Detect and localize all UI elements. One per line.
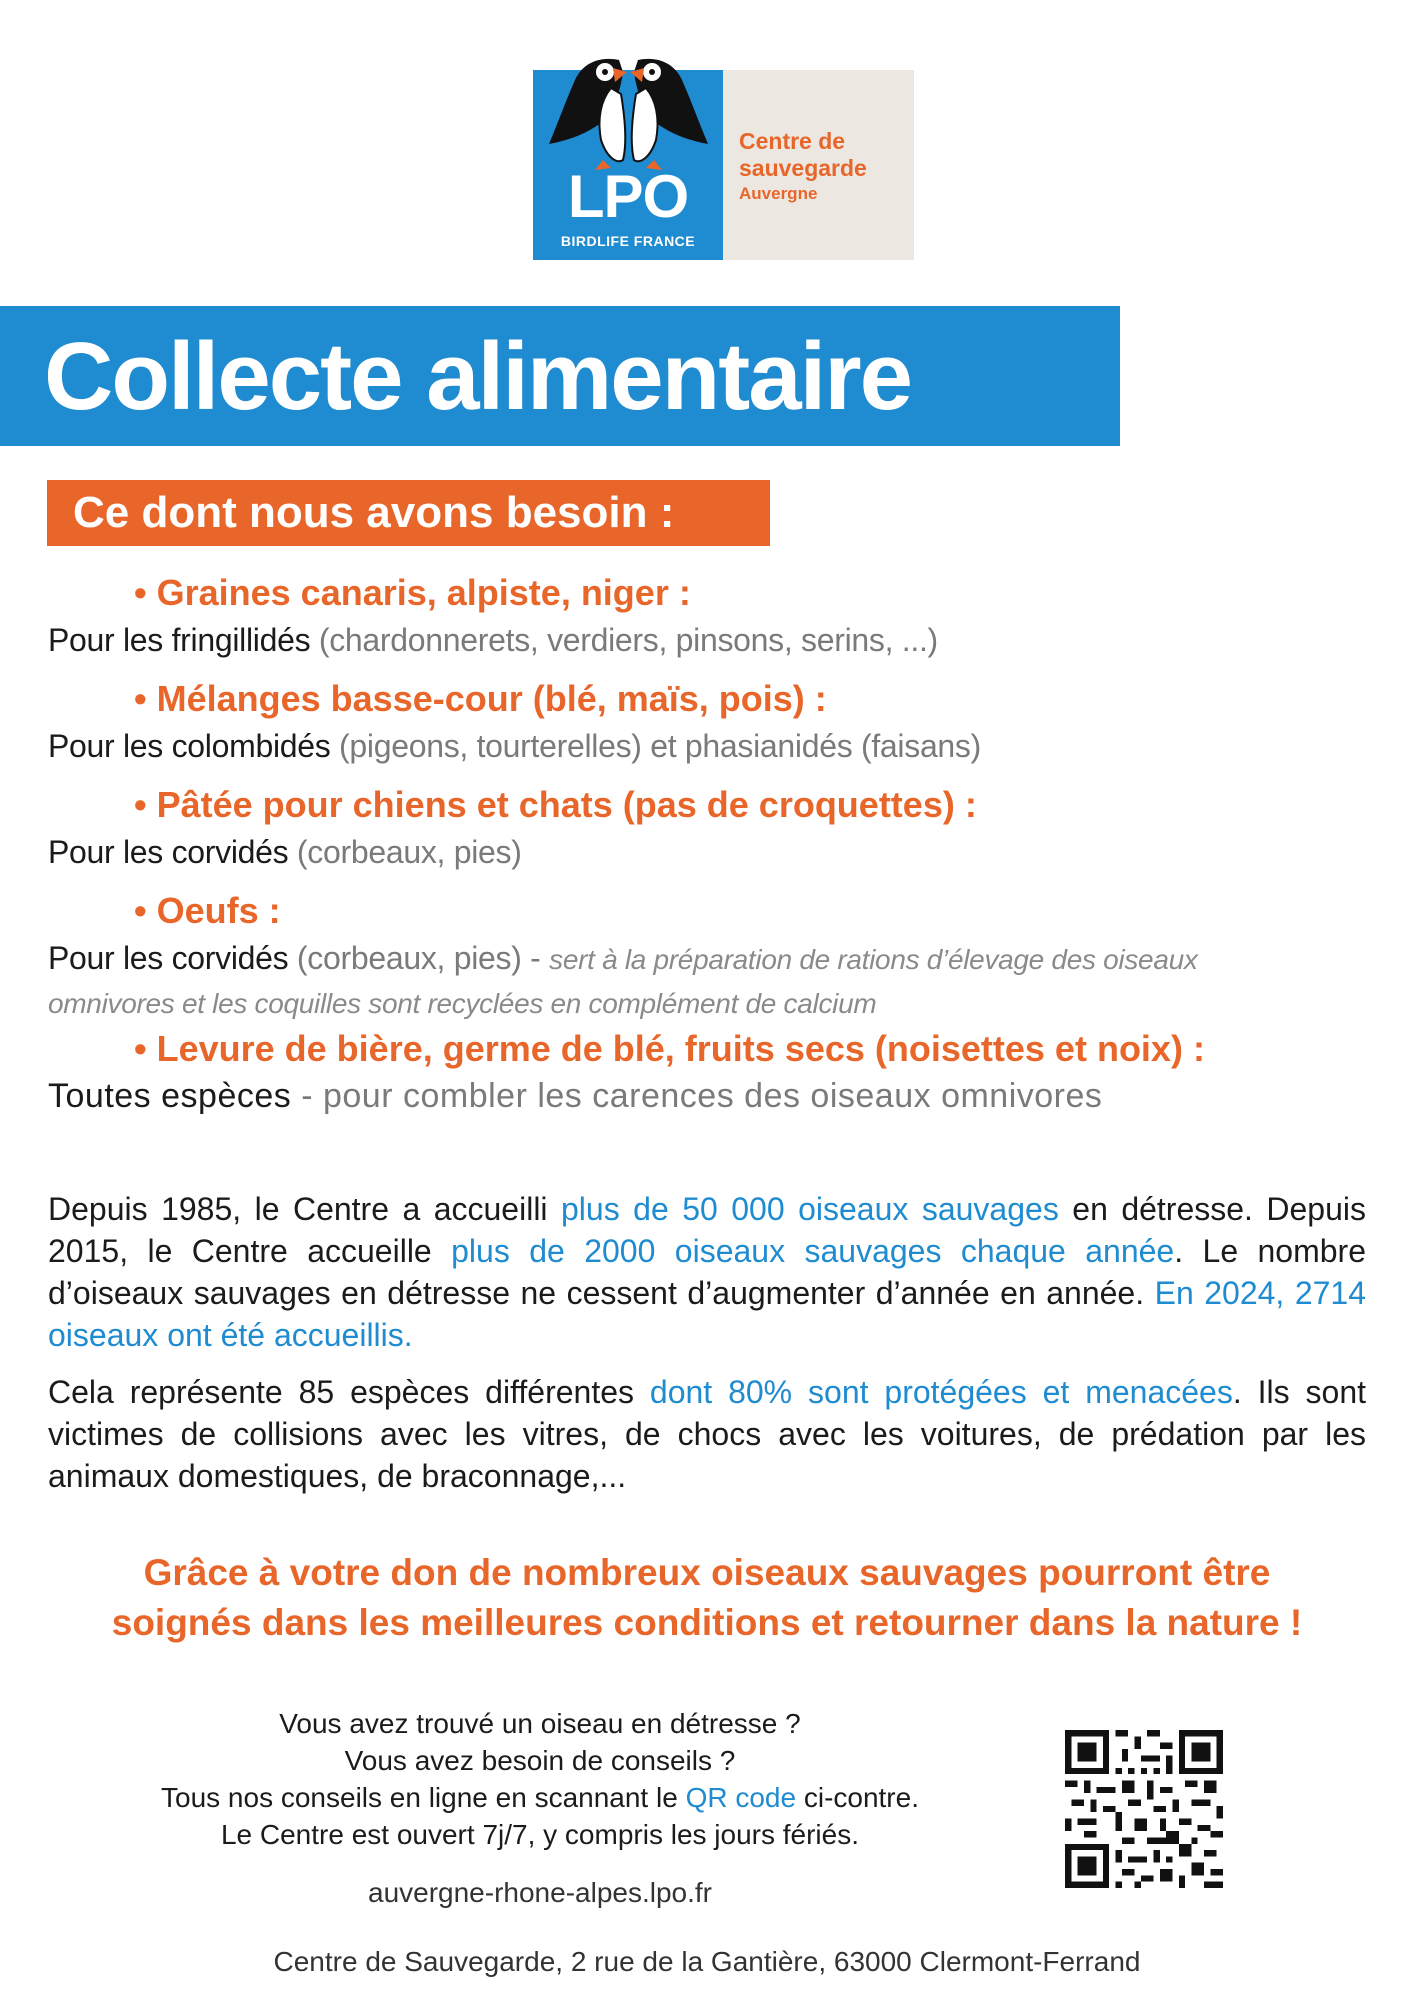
item-lead: Pour les corvidés xyxy=(48,834,289,870)
item-heading: • Levure de bière, germe de blé, fruits secs (noisettes et noix) : xyxy=(134,1028,1205,1069)
help-line1: Vous avez trouvé un oiseau en détresse ? xyxy=(279,1708,801,1739)
lpo-logo xyxy=(533,70,914,260)
website-link[interactable]: auvergne-rhone-alpes.lpo.fr xyxy=(368,1877,712,1908)
item-description xyxy=(48,938,1198,980)
help-line3-text: Tous nos conseils en ligne en scannant le xyxy=(161,1782,686,1813)
cta-line1: Grâce à votre don de nombreux oiseaux sauvages pourront être xyxy=(143,1552,1271,1593)
address: Centre de Sauvegarde, 2 rue de la Gantière, 63000 Clermont-Ferrand xyxy=(273,1946,1141,1977)
qr-code-icon[interactable] xyxy=(1065,1730,1223,1888)
species-text: . Ils sont victimes de collisions avec les vitres, de chocs avec les voitures, de prédation par les animaux domestiques, de braconnage,... xyxy=(48,1374,1367,1494)
history-highlight: plus de 50 000 oiseaux sauvages xyxy=(560,1191,1059,1227)
cta-line2: soignés dans les meilleures conditions et retourner dans la nature ! xyxy=(111,1602,1303,1643)
title-banner xyxy=(0,306,1120,446)
help-line2: Vous avez besoin de conseils ? xyxy=(344,1745,736,1776)
item-description xyxy=(48,832,522,872)
item-heading: • Oeufs : xyxy=(134,890,281,931)
item-heading: • Pâtée pour chiens et chats (pas de croquettes) : xyxy=(134,784,977,825)
item-note-continued: omnivores et les coquilles sont recyclées en complément de calcium xyxy=(48,988,877,1019)
history-text: Depuis 1985, le Centre a accueilli xyxy=(48,1191,561,1227)
help-line4: Le Centre est ouvert 7j/7, y compris les jours fériés. xyxy=(220,1819,860,1850)
item-lead: Toutes espèces xyxy=(48,1077,292,1115)
puffins-icon xyxy=(541,48,716,178)
item-heading: • Mélanges basse-cour (blé, maïs, pois) : xyxy=(134,678,827,719)
item-detail: (pigeons, tourterelles) et phasianidés (faisans) xyxy=(330,728,981,764)
history-text: . Le nombre d’oiseaux sauvages en détresse ne cessent d’augmenter d’année en année. xyxy=(48,1233,1367,1311)
item-detail: (corbeaux, pies) xyxy=(288,834,522,870)
item-heading: • Graines canaris, alpiste, niger : xyxy=(134,572,691,613)
logo-centre-line1: Centre de xyxy=(739,128,846,154)
logo-centre-line2: sauvegarde xyxy=(739,155,867,181)
item-lead: Pour les colombidés xyxy=(48,728,331,764)
species-text: Cela représente 85 espèces différentes xyxy=(48,1374,650,1410)
history-text: en détresse. Depuis 2015, le Centre accueille xyxy=(48,1191,1366,1269)
item-detail: - pour combler les carences des oiseaux omnivores xyxy=(291,1077,1103,1115)
history-paragraph xyxy=(48,1188,1366,1356)
call-to-action xyxy=(48,1548,1366,1648)
item-lead: Pour les fringillidés xyxy=(48,622,311,658)
logo-brand: LPO xyxy=(567,163,689,230)
item-description xyxy=(48,620,938,660)
item-detail: (chardonnerets, verdiers, pinsons, serins, ...) xyxy=(310,622,938,658)
species-highlight: dont 80% sont protégées et menacées xyxy=(649,1374,1233,1410)
item-description xyxy=(48,1076,1102,1116)
qr-code-link[interactable]: QR code xyxy=(685,1782,797,1813)
history-highlight: plus de 2000 oiseaux sauvages chaque année xyxy=(451,1233,1175,1269)
needs-title: Ce dont nous avons besoin : xyxy=(73,488,675,537)
item-detail: (corbeaux, pies) - xyxy=(288,940,550,976)
help-block xyxy=(100,1705,980,1853)
page-title: Collecte alimentaire xyxy=(44,323,912,430)
item-lead: Pour les corvidés xyxy=(48,940,289,976)
item-note: sert à la préparation de rations d’élevage des oiseaux xyxy=(549,944,1198,975)
logo-subtitle: BIRDLIFE FRANCE xyxy=(560,233,696,249)
item-description xyxy=(48,726,981,766)
help-line3-text: ci-contre. xyxy=(796,1782,919,1813)
logo-centre-region: Auvergne xyxy=(739,184,818,203)
help-line3 xyxy=(100,1779,980,1816)
species-paragraph xyxy=(48,1371,1366,1497)
logo-blue-panel xyxy=(533,70,723,260)
needs-banner xyxy=(47,480,770,546)
history-highlight: En 2024, 2714 oiseaux ont été accueillis. xyxy=(48,1275,1367,1353)
